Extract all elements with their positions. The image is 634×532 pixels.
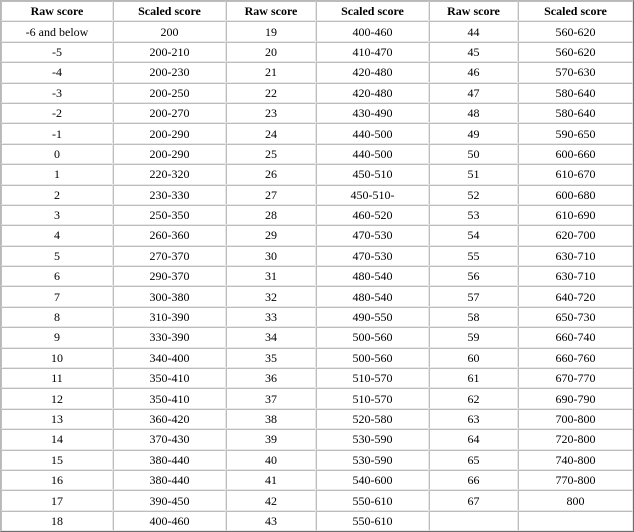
raw-score-cell: 44 bbox=[429, 21, 518, 41]
raw-score-cell: 20 bbox=[226, 42, 316, 62]
scaled-score-cell: 350-410 bbox=[113, 368, 226, 388]
raw-score-cell: 24 bbox=[226, 123, 316, 143]
raw-score-cell: 6 bbox=[1, 266, 113, 286]
table-row bbox=[1, 307, 633, 327]
raw-score-cell: 5 bbox=[1, 246, 113, 266]
raw-score-cell: 25 bbox=[226, 144, 316, 164]
raw-score-cell: 64 bbox=[429, 429, 518, 449]
scaled-score-cell: 530-590 bbox=[316, 450, 429, 470]
header-raw-score-3: Raw score bbox=[429, 1, 518, 21]
scaled-score-cell: 370-430 bbox=[113, 429, 226, 449]
header-row bbox=[1, 1, 633, 21]
raw-score-cell: 38 bbox=[226, 409, 316, 429]
table-row bbox=[1, 103, 633, 123]
scaled-score-cell: 580-640 bbox=[518, 83, 633, 103]
scaled-score-cell: 510-570 bbox=[316, 368, 429, 388]
raw-score-cell: 50 bbox=[429, 144, 518, 164]
scaled-score-cell: 440-500 bbox=[316, 123, 429, 143]
scaled-score-cell: 520-580 bbox=[316, 409, 429, 429]
scaled-score-cell: 260-360 bbox=[113, 225, 226, 245]
scaled-score-cell: 410-470 bbox=[316, 42, 429, 62]
scaled-score-cell: 200 bbox=[113, 21, 226, 41]
raw-score-cell: 55 bbox=[429, 246, 518, 266]
raw-score-cell: 16 bbox=[1, 470, 113, 490]
scaled-score-cell: 250-350 bbox=[113, 205, 226, 225]
table-row bbox=[1, 511, 633, 531]
scaled-score-cell: 460-520 bbox=[316, 205, 429, 225]
table-row bbox=[1, 42, 633, 62]
table-row bbox=[1, 246, 633, 266]
table-row bbox=[1, 62, 633, 82]
scaled-score-cell: 620-700 bbox=[518, 225, 633, 245]
scaled-score-cell: 500-560 bbox=[316, 348, 429, 368]
raw-score-cell: 51 bbox=[429, 164, 518, 184]
scaled-score-cell: 540-600 bbox=[316, 470, 429, 490]
scaled-score-cell: 200-230 bbox=[113, 62, 226, 82]
raw-score-cell: 48 bbox=[429, 103, 518, 123]
raw-score-cell: 17 bbox=[1, 490, 113, 510]
header-raw-score-1: Raw score bbox=[1, 1, 113, 21]
header-raw-score-2: Raw score bbox=[226, 1, 316, 21]
table-row bbox=[1, 185, 633, 205]
raw-score-cell: 3 bbox=[1, 205, 113, 225]
raw-score-cell: 61 bbox=[429, 368, 518, 388]
scaled-score-cell: 470-530 bbox=[316, 246, 429, 266]
raw-score-cell: 28 bbox=[226, 205, 316, 225]
scaled-score-cell: 560-620 bbox=[518, 42, 633, 62]
raw-score-cell: 0 bbox=[1, 144, 113, 164]
raw-score-cell: 19 bbox=[226, 21, 316, 41]
scaled-score-cell: 380-440 bbox=[113, 470, 226, 490]
raw-score-cell: 21 bbox=[226, 62, 316, 82]
raw-score-cell: 22 bbox=[226, 83, 316, 103]
raw-score-cell: 47 bbox=[429, 83, 518, 103]
scaled-score-cell: 700-800 bbox=[518, 409, 633, 429]
scaled-score-cell: 770-800 bbox=[518, 470, 633, 490]
table-header bbox=[1, 1, 633, 21]
raw-score-cell: 53 bbox=[429, 205, 518, 225]
raw-score-cell: 66 bbox=[429, 470, 518, 490]
raw-score-cell: 40 bbox=[226, 450, 316, 470]
scaled-score-cell: 200-250 bbox=[113, 83, 226, 103]
raw-score-cell: 31 bbox=[226, 266, 316, 286]
raw-score-cell: 4 bbox=[1, 225, 113, 245]
raw-score-cell: 65 bbox=[429, 450, 518, 470]
scaled-score-cell: 610-690 bbox=[518, 205, 633, 225]
scaled-score-cell: 660-760 bbox=[518, 348, 633, 368]
header-scaled-score-1: Scaled score bbox=[113, 1, 226, 21]
scaled-score-cell: 740-800 bbox=[518, 450, 633, 470]
table-row bbox=[1, 348, 633, 368]
scaled-score-cell: 530-590 bbox=[316, 429, 429, 449]
scaled-score-cell: 340-400 bbox=[113, 348, 226, 368]
table-body bbox=[1, 21, 633, 531]
scaled-score-cell: 580-640 bbox=[518, 103, 633, 123]
raw-score-cell: 29 bbox=[226, 225, 316, 245]
table-row bbox=[1, 83, 633, 103]
raw-score-cell: 62 bbox=[429, 388, 518, 408]
table-row bbox=[1, 21, 633, 41]
header-scaled-score-2: Scaled score bbox=[316, 1, 429, 21]
scaled-score-cell: 400-460 bbox=[113, 511, 226, 531]
scaled-score-cell: 490-550 bbox=[316, 307, 429, 327]
scaled-score-cell: 630-710 bbox=[518, 266, 633, 286]
table-row bbox=[1, 368, 633, 388]
scaled-score-cell: 480-540 bbox=[316, 266, 429, 286]
raw-score-cell: 10 bbox=[1, 348, 113, 368]
raw-score-cell: 33 bbox=[226, 307, 316, 327]
table-row bbox=[1, 470, 633, 490]
scaled-score-cell: 400-460 bbox=[316, 21, 429, 41]
raw-score-cell: 56 bbox=[429, 266, 518, 286]
raw-score-cell: 63 bbox=[429, 409, 518, 429]
scaled-score-cell: 270-370 bbox=[113, 246, 226, 266]
scaled-score-cell: 470-530 bbox=[316, 225, 429, 245]
scaled-score-cell bbox=[518, 511, 633, 531]
raw-score-cell: 49 bbox=[429, 123, 518, 143]
raw-score-cell bbox=[429, 511, 518, 531]
scaled-score-cell: 550-610 bbox=[316, 490, 429, 510]
raw-score-cell: 34 bbox=[226, 327, 316, 347]
scaled-score-cell: 420-480 bbox=[316, 83, 429, 103]
table-row bbox=[1, 266, 633, 286]
scaled-score-cell: 660-740 bbox=[518, 327, 633, 347]
scaled-score-cell: 600-680 bbox=[518, 185, 633, 205]
table-row bbox=[1, 490, 633, 510]
scaled-score-cell: 450-510- bbox=[316, 185, 429, 205]
raw-score-cell: -3 bbox=[1, 83, 113, 103]
raw-score-cell: 67 bbox=[429, 490, 518, 510]
scaled-score-cell: 350-410 bbox=[113, 388, 226, 408]
raw-score-cell: 11 bbox=[1, 368, 113, 388]
raw-score-cell: 39 bbox=[226, 429, 316, 449]
scaled-score-cell: 310-390 bbox=[113, 307, 226, 327]
raw-score-cell: -2 bbox=[1, 103, 113, 123]
raw-score-cell: 54 bbox=[429, 225, 518, 245]
scaled-score-cell: 300-380 bbox=[113, 286, 226, 306]
raw-score-cell: 59 bbox=[429, 327, 518, 347]
scaled-score-cell: 640-720 bbox=[518, 286, 633, 306]
raw-score-cell: 41 bbox=[226, 470, 316, 490]
table-row bbox=[1, 225, 633, 245]
scaled-score-cell: 450-510 bbox=[316, 164, 429, 184]
raw-score-cell: 42 bbox=[226, 490, 316, 510]
scaled-score-cell: 670-770 bbox=[518, 368, 633, 388]
raw-score-cell: 12 bbox=[1, 388, 113, 408]
raw-score-cell: -5 bbox=[1, 42, 113, 62]
scaled-score-cell: 230-330 bbox=[113, 185, 226, 205]
scaled-score-cell: 550-610 bbox=[316, 511, 429, 531]
raw-score-cell: 52 bbox=[429, 185, 518, 205]
raw-score-cell: 8 bbox=[1, 307, 113, 327]
raw-score-cell: 7 bbox=[1, 286, 113, 306]
raw-score-cell: 43 bbox=[226, 511, 316, 531]
raw-score-cell: 57 bbox=[429, 286, 518, 306]
table-row bbox=[1, 164, 633, 184]
scaled-score-cell: 330-390 bbox=[113, 327, 226, 347]
table-row bbox=[1, 429, 633, 449]
raw-score-cell: 60 bbox=[429, 348, 518, 368]
scaled-score-cell: 360-420 bbox=[113, 409, 226, 429]
raw-score-cell: 26 bbox=[226, 164, 316, 184]
scaled-score-cell: 650-730 bbox=[518, 307, 633, 327]
scaled-score-cell: 200-290 bbox=[113, 144, 226, 164]
scaled-score-cell: 290-370 bbox=[113, 266, 226, 286]
scaled-score-cell: 420-480 bbox=[316, 62, 429, 82]
scaled-score-cell: 390-450 bbox=[113, 490, 226, 510]
scaled-score-cell: 200-290 bbox=[113, 123, 226, 143]
table-row bbox=[1, 409, 633, 429]
raw-score-cell: 14 bbox=[1, 429, 113, 449]
scaled-score-cell: 610-670 bbox=[518, 164, 633, 184]
raw-score-cell: 45 bbox=[429, 42, 518, 62]
raw-score-cell: 35 bbox=[226, 348, 316, 368]
raw-score-cell: 32 bbox=[226, 286, 316, 306]
scaled-score-cell: 200-210 bbox=[113, 42, 226, 62]
scaled-score-cell: 560-620 bbox=[518, 21, 633, 41]
raw-score-cell: 9 bbox=[1, 327, 113, 347]
scaled-score-cell: 380-440 bbox=[113, 450, 226, 470]
raw-score-cell: 36 bbox=[226, 368, 316, 388]
scaled-score-cell: 690-790 bbox=[518, 388, 633, 408]
raw-score-cell: 18 bbox=[1, 511, 113, 531]
scaled-score-cell: 500-560 bbox=[316, 327, 429, 347]
scaled-score-cell: 570-630 bbox=[518, 62, 633, 82]
scaled-score-cell: 200-270 bbox=[113, 103, 226, 123]
table-row bbox=[1, 327, 633, 347]
raw-score-cell: 37 bbox=[226, 388, 316, 408]
scaled-score-cell: 800 bbox=[518, 490, 633, 510]
table-row bbox=[1, 144, 633, 164]
scaled-score-cell: 440-500 bbox=[316, 144, 429, 164]
raw-score-cell: 46 bbox=[429, 62, 518, 82]
table-row bbox=[1, 205, 633, 225]
scaled-score-cell: 430-490 bbox=[316, 103, 429, 123]
table-row bbox=[1, 123, 633, 143]
scaled-score-cell: 510-570 bbox=[316, 388, 429, 408]
raw-score-cell: -4 bbox=[1, 62, 113, 82]
raw-score-cell: -1 bbox=[1, 123, 113, 143]
raw-score-cell: 27 bbox=[226, 185, 316, 205]
raw-score-cell: 1 bbox=[1, 164, 113, 184]
table-row bbox=[1, 450, 633, 470]
raw-score-cell: 23 bbox=[226, 103, 316, 123]
scaled-score-cell: 590-650 bbox=[518, 123, 633, 143]
scaled-score-cell: 480-540 bbox=[316, 286, 429, 306]
header-scaled-score-3: Scaled score bbox=[518, 1, 633, 21]
scaled-score-cell: 220-320 bbox=[113, 164, 226, 184]
table-row bbox=[1, 388, 633, 408]
raw-score-cell: 30 bbox=[226, 246, 316, 266]
raw-score-cell: 58 bbox=[429, 307, 518, 327]
scaled-score-cell: 600-660 bbox=[518, 144, 633, 164]
raw-score-cell: 2 bbox=[1, 185, 113, 205]
raw-score-cell: 13 bbox=[1, 409, 113, 429]
scaled-score-cell: 720-800 bbox=[518, 429, 633, 449]
raw-score-cell: 15 bbox=[1, 450, 113, 470]
raw-score-cell: -6 and below bbox=[1, 21, 113, 41]
scaled-score-cell: 630-710 bbox=[518, 246, 633, 266]
table-row bbox=[1, 286, 633, 306]
